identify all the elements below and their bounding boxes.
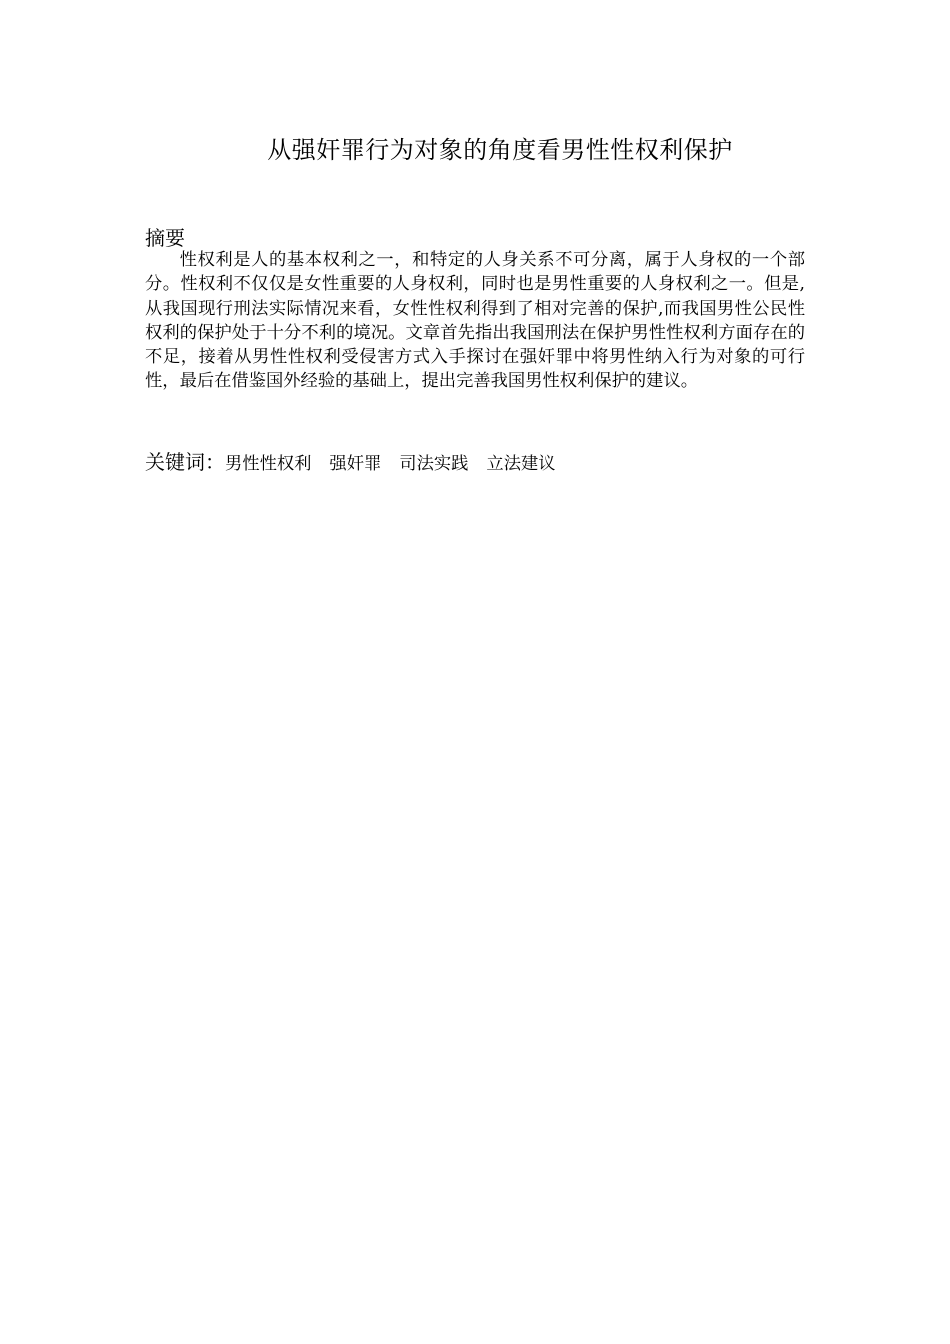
keywords-line — [145, 448, 556, 478]
keyword-item: 立法建议 — [486, 454, 556, 474]
keyword-item: 强奸罪 — [329, 454, 382, 474]
abstract-heading: 摘要 — [145, 226, 185, 250]
keyword-item: 男性性权利 — [225, 454, 312, 474]
keywords-label: 关键词： — [145, 450, 225, 474]
keyword-item: 司法实践 — [399, 454, 469, 474]
document-title: 从强奸罪行为对象的角度看男性性权利保护 — [267, 136, 733, 164]
abstract-body: 性权利是人的基本权利之一，和特定的人身关系不可分离，属于人身权的一个部分。性权利不仅仅是女性重要的人身权利，同时也是男性重要的人身权利之一。但是,从我国现行刑法实际情况来看，女性性权利得到了相对完善的保护,而我国男性公民性权利的保护处于十分不利的境况。文章首先指出我国刑法在保护男性性权利方面存在的不足，接着从男性性权利受侵害方式入手探讨在强奸罪中将男性纳入行为对象的可行性，最后在借鉴国外经验的基础上，提出完善我国男性权利保护的建议。 — [145, 250, 805, 392]
